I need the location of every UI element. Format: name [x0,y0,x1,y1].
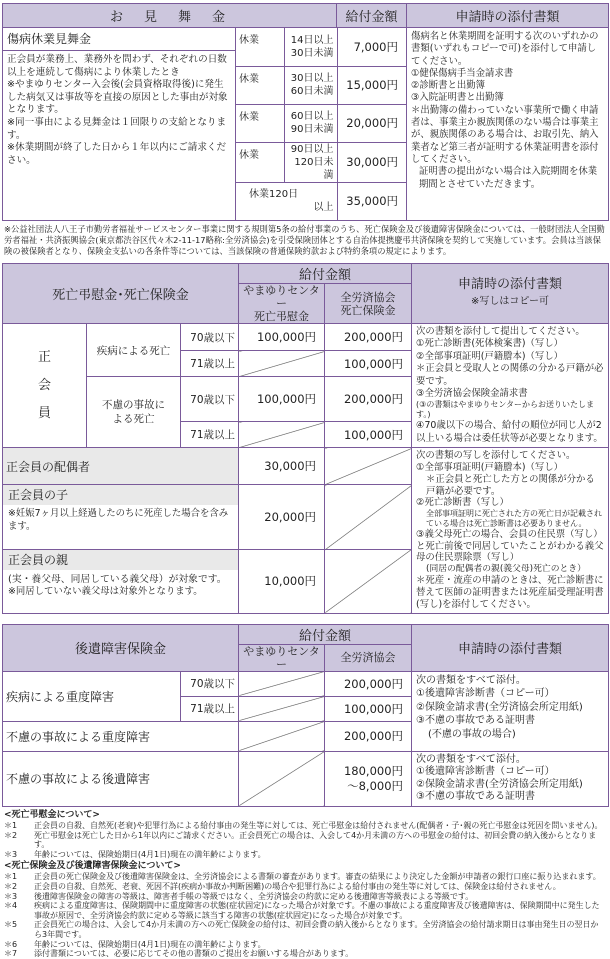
sympathy-doc-item: ②診断書と出勤簿 [411,80,486,92]
note-item: ＊5 正会員死亡の場合は、入会して4か月未満の方への死亡保険金の給付は、初回会費の納入後からとなります。全労済協会の給付請求期日は事由発生日の翌日から3年間です。 [4,920,599,939]
sick-leave-cell [3,28,236,221]
center-amount: 100,000円 [239,377,325,422]
leave-amount: 7,000円 [337,28,406,66]
not-applicable-cell [239,351,325,377]
family-doc-item: ＊正会員と死亡した方との関係が分かる戸籍が必要です。 [426,473,595,497]
zenrosai-amount: 200,000円 [325,377,412,422]
disability-doc-item: ③不慮の事故である証明書 [416,791,535,803]
note-item: ＊1 正会員の自殺、自然死(老衰)や犯罪行為による給付事由の発生等に対しては、死亡弔慰金は給付されません(配偶者・子･親の死亡弔慰金は死因を問いません)。 [4,820,603,830]
leave-amount: 35,000円 [337,182,406,220]
docs-header: 申請時の添付書類 [407,4,609,28]
disability-doc-item: 次の書類をすべて添付。 [416,753,526,765]
parent-label: 正会員の親 [3,550,238,570]
family-doc-item: ①全部事項証明(戸籍謄本)（写し） [416,462,564,474]
disability-doc-item: (不慮の事故の場合) [428,728,516,740]
insurance-notes-title: <死亡保険金及び後遺障害保険金について> [4,861,181,872]
accident-death-label: 不慮の事故に よる死亡 [87,377,181,448]
not-applicable-cell [239,696,325,721]
sympathy-footnote: ※公益社団法人八王子市勤労者福祉サービスセンター事業に関する規則第5条の給付事業のうち、死亡保険金及び後遺障害保険金については、一般財団法人全国勤労者福祉・共済振興協会(東京都渋谷区代々木2-11-17略称:全労済協会)を引受保険団体とする自治体提携慶弔共済保険を契約して実施しています。会員は当該保険の被保険者となり、保険金支払いの各条件等については、当該保険の普通保険約款および特約条項の規定によります。 [4,224,605,256]
zenrosai-amount: 100,000円 [325,696,412,721]
not-applicable-cell [239,721,325,751]
sympathy-doc-item: 傷病名と休業期間を証明する次のいずれかの書類(いずれもコピーで可)を添付して申請してください。 [411,31,599,67]
sick-leave-desc-4: ※休業期間が終了した日から１年以内にご請求ください。 [7,142,227,166]
leave-range: 60日以上 90日未満 [284,104,337,142]
disability-doc-item: ②保険金請求書(全労済協会所定用紙) [416,701,583,713]
zenrosai-amount: 100,000円 [325,422,412,448]
sick-leave-desc-2: ※やまゆりセンター入会後(会員資格取得後)に発生した病気又は事故等を直接の原因とした事由が対象となります。 [7,79,228,116]
spouse-amount: 30,000円 [239,448,325,485]
disability-doc-item: 次の書類をすべて添付。 [416,674,526,686]
center-col-header: やまゆりセンター [239,644,325,671]
sympathy-table [2,3,609,221]
parent-note-2: ※同居していない義父母は対象外となります。 [8,585,203,597]
death-doc-item: (③の書類はやまゆりセンターからお送りいたします。) [416,400,595,420]
disability-docs-header: 申請時の添付書類 [412,624,609,671]
leave-range: 90日以上 120日未満 [284,142,337,182]
zenrosai-amount: 200,000円 [325,324,412,351]
disability-doc-item: ③不慮の事故である証明書 [416,715,535,727]
child-label: 正会員の子 [3,485,238,505]
note-item: ＊3 年齢については、保険始期日(4月1日)現在の満年齢によります。 [4,849,266,859]
note-item: ＊7 添付書類については、必要に応じてその他の書類のご提出をお願いする場合があります。 [4,949,354,959]
child-note: ※妊娠7ヶ月以上経過したのちに死産した場合を含みます。 [8,508,229,532]
death-table [2,263,609,614]
leave-amount: 30,000円 [337,142,406,182]
sympathy-doc-item: 証明書の提出がない場合は入院期間を休業期間とさせていただきます。 [419,166,598,190]
note-item: ＊4 疾病による重度障害は、保険期間中に重度障害の状態(症状固定)になった場合が対象です。不慮の事故による重度障害及び後遺障害は、保険期間中に発生した事故が原因で、全労済協会約款に定める等級に該当する障害の状態(症状固定)になった場合が対象です。 [4,901,600,920]
death-doc-item: ③全労済協会保険金請求書 [416,388,528,400]
benefits-page [0,3,610,959]
insurance-notes [0,861,610,958]
death-header: 死亡弔慰金･死亡保険金 [3,264,239,324]
family-doc-item: ＊死産・流産の申請のときは、死亡診断書に替えて医師の証明書または死産届受理証明書(写し)を添付してください。 [416,575,604,610]
note-item: ＊2 正会員の自殺、自然死、老衰、死因不詳(疾病か事故か判断困難)の場合や犯罪行為による給付事由の発生等に対しては、保険金は給付されません。 [4,881,561,891]
family-doc-item: 全部事項証明に死亡された方の死亡日が記載されている場合は死亡診断書は必要ありません。 [426,509,603,529]
disability-docs-1 [412,671,609,751]
death-doc-item: ①死亡診断書(死体検案書)（写し） [416,338,564,350]
center-col-header: やまゆりセンター 死亡弔慰金 [239,284,325,324]
disability-doc-item: ①後遺障害診断書（コピー可） [416,766,555,778]
leave-range: 休業120日 以上 [236,182,337,220]
family-docs [412,448,609,613]
not-applicable-cell [325,448,412,485]
leave-label: 休業 [236,28,284,66]
child-amount: 20,000円 [239,485,325,549]
leave-amounts [236,28,407,221]
zenrosai-amount: 200,000円 [325,671,412,696]
death-doc-item: ④70歳以下の場合、給付の順位が同じ人が2以上いる場合は委任状等が必要となります。 [416,420,603,444]
sympathy-doc-item: ③入院証明書と出勤簿 [411,92,504,104]
amount-header: 給付金額 [337,4,407,28]
death-docs [412,324,609,448]
death-doc-item: 次の書類を添付して提出してください。 [416,326,585,337]
disability-doc-item: ②保険金請求書(全労済協会所定用紙) [416,778,583,790]
age-over-label: 71歳以上 [181,422,239,448]
after-accident-label: 不慮の事故による後遺障害 [3,751,239,806]
note-item: ＊3 後遺障害保険金の障害の等級は、障害者手帳の等級ではなく、全労済協会の約款に定める後遺障害等級表による等級です。 [4,891,474,901]
disability-header: 後遺障害保険金 [3,624,239,671]
not-applicable-cell [325,485,412,549]
sick-leave-title: 傷病休業見舞金 [3,30,235,51]
leave-label: 休業 [236,142,284,182]
child-cell [3,485,239,549]
illness-death-label: 疾病による死亡 [87,324,181,377]
not-applicable-cell [239,422,325,448]
disability-doc-item: ①後遺障害診断書（コピー可） [416,688,555,700]
death-docs-header: 申請時の添付書類 ※写しはコピー可 [412,264,609,324]
disability-table [2,624,609,807]
leave-label: 休業 [236,104,284,142]
member-label: 正 会 員 [3,324,87,448]
leave-range: 14日以上 30日未満 [284,28,337,66]
severe-accident-label: 不慮の事故による重度障害 [3,721,239,751]
family-doc-item: 次の書類の写しを添付してください。 [416,450,576,462]
disability-docs-2 [412,751,609,806]
leave-amount: 20,000円 [337,104,406,142]
leave-amount: 15,000円 [337,66,406,104]
parent-amount: 10,000円 [239,549,325,613]
sympathy-docs [407,28,609,221]
note-item: ＊1 正会員の死亡保険金及び後遺障害保険金は、全労済協会による書類の審査があります。審査の結果により決定した金額が申請者の銀行口座に振り込まれます。 [4,872,601,882]
leave-label: 休業 [236,66,284,104]
leave-range: 30日以上 60日未満 [284,66,337,104]
zenrosai-amount: 100,000円 [325,351,412,377]
sick-leave-desc-3: ※同一事由による見舞金は１回限りの支給となります。 [7,116,227,141]
note-item: ＊6 年齢については、保険始期日(4月1日)現在の満年齢によります。 [4,939,266,949]
note-item: ＊2 死亡弔慰金は死亡した日から1年以内にご請求ください。正会員死亡の場合は、入会して4か月未満の方への弔慰金の給付は、初回会費の納入後からとなります。 [4,830,597,850]
age-under-label: 70歳以下 [181,324,239,351]
not-applicable-cell [325,549,412,613]
family-doc-item: ②死亡診断書（写し） [416,497,509,509]
parent-note-1: (実・養父母、同居している義父母）が対象です。 [8,573,227,585]
death-notes [0,810,610,859]
age-under-label: 70歳以下 [181,377,239,422]
zenrosai-col-header: 全労済協会 死亡保険金 [325,284,412,324]
sick-leave-desc-1: 正会員が業務上、業務外を問わず、それぞれの日数以上を連続して傷病により休業したとき [7,54,227,78]
sympathy-doc-item: ＊出勤簿の備わっていない事業所で働く申請者は、事業主か親族関係のない場合は事業主が、親族関係のある場合は、お取引先、納入業者など第三者が証明する休業証明書を添付してください。 [411,104,599,165]
spouse-label: 正会員の配偶者 [3,448,239,485]
death-amount-header: 給付金額 [239,264,412,284]
sympathy-header: お 見 舞 金 [3,4,337,28]
severe-illness-label: 疾病による重度障害 [3,671,181,721]
zenrosai-amount: 200,000円 [325,721,412,751]
not-applicable-cell [239,671,325,696]
parent-cell [3,549,239,613]
death-notes-title: <死亡弔慰金について> [4,809,100,820]
family-doc-item: (同居の配偶者の親(義父母)死亡のとき） [426,564,586,575]
zenrosai-amount-range: 180,000円 ～8,000円 [325,751,412,806]
death-doc-item: ＊正会員と受取人との関係の分かる戸籍が必要です。 [416,363,604,387]
center-amount: 100,000円 [239,324,325,351]
zenrosai-col-header: 全労済協会 [325,644,412,671]
not-applicable-cell [239,751,325,806]
age-under-label: 70歳以下 [181,671,239,696]
death-doc-item: ②全部事項証明(戸籍謄本)（写し） [416,350,564,362]
family-doc-item: ③義父母死亡の場合、会員の住民票（写し）と死亡前後で同居していたことがわかる義父母の住民票除票（写し） [416,528,604,564]
sympathy-doc-item: ①健保傷病手当金請求書 [411,67,514,79]
age-over-label: 71歳以上 [181,696,239,721]
age-over-label: 71歳以上 [181,351,239,377]
disability-amount-header: 給付金額 [239,624,412,644]
